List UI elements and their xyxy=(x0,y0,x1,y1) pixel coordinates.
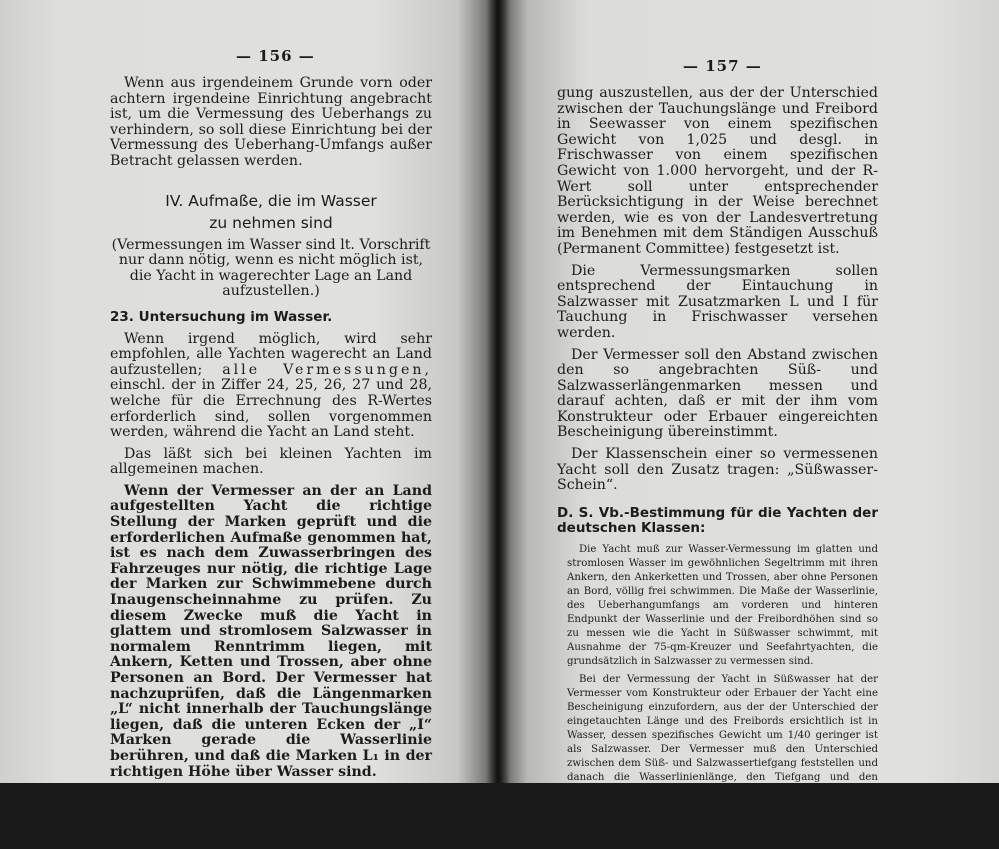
paragraph: gung auszustellen, aus der der Unterschied zwischen der Tauchungslänge und Freibord in Seewasser von einem spezifischen Gewicht von 1,025 und desgl. in Frischwasser von einem spezifischen Gewicht von 1.000 hervorgeht, und der R-Wert soll unter entsprechender Berücksichtigung in der Weise berechnet werden, wie es von der Landesvertretung im Benehmen mit dem Ständigen Ausschuß (Permanent Committee) festgesetzt ist. xyxy=(557,85,878,257)
text-run: Wenn irgend möglich, wird sehr empfohlen, alle Yachten wagerecht an Land aufzustellen; xyxy=(110,330,432,378)
paragraph: Wenn aus irgendeinem Grunde vorn oder achtern irgendeine Einrichtung angebracht ist, um die Vermessung des Ueberhangs zu verhindern, so soll diese Einrichtung bei der Vermessung des Ueberhang-Umfangs außer Betracht gelassen werden. xyxy=(110,75,432,169)
section-heading-line: zu nehmen sind xyxy=(209,213,333,232)
paragraph: Der Klassenschein einer so vermessenen Yacht soll den Zusatz tragen: „Süßwasser-Schein“. xyxy=(557,446,878,494)
section-note: (Vermessungen im Wasser sind lt. Vorschrift nur dann nötig, wenn es nicht möglich ist, die Yacht in wagerechter Lage an Land aufzustellen.) xyxy=(111,236,431,300)
right-page xyxy=(497,0,999,798)
small-paragraph: Bei der Vermessung der Yacht in Süßwasser hat der Vermesser vom Konstrukteur oder Erbauer der Yacht eine Bescheinigung einzufordern, aus der der Unterschied der eingetauchten Länge und des Freibords ersichtlich ist in Wasser, dessen spezifisches Gewicht um 1/40 geringer ist als Salzwasser. Der Vermesser muß den Unterschied zwischen dem Süß- und Salzwassertiefgang feststellen und danach die Wasserlinienlänge, den Tiefgang und den Freibord bemessen. xyxy=(567,674,878,798)
left-page xyxy=(0,0,497,848)
page-number: — 156 — xyxy=(236,47,315,65)
paragraph: Falls es nötig ist, die Yacht in Frischwasser zu vermessen, soll der Vermesser den Konstrukteur oder Erbauer auffordern, ihm eine Bescheini- xyxy=(110,785,432,848)
subsection-heading: D. S. Vb.-Bestimmung für die Yachten der deutschen Klassen: xyxy=(557,504,878,537)
section-heading-line: IV. Aufmaße, die im Wasser xyxy=(165,191,377,210)
left-page-text xyxy=(110,76,432,849)
paragraph xyxy=(110,332,432,441)
small-paragraph: Die Yacht muß zur Wasser-Vermessung im glatten und stromlosen Wasser im gewöhnlichen Segeltrimm mit ihren Ankern, den Ankerketten und Trossen, aber ohne Personen an Bord, völlig frei schwimmen. Die Maße der Wasserlinie, des Ueberhangumfangs am vorderen und hinteren Endpunkt der Wasserlinie und der Freibordhöhen sind so zu messen wie die Yacht in Süßwasser schwimmt, mit Ausnahme der 75-qm-Kreuzer und Seefahrtyachten, die grundsätzlich in Salzwasser zu vermessen sind. xyxy=(567,544,878,668)
paragraph: Das läßt sich bei kleinen Yachten im allgemeinen machen. xyxy=(110,445,432,478)
book-gutter xyxy=(486,0,510,783)
section-heading xyxy=(110,190,432,234)
emphasized-text: alle Vermessungen, xyxy=(222,361,432,378)
text-run: einschl. der in Ziffer 24, 25, 26, 27 und 28, welche für die Errechnung des R-Wertes erforderlich sind, sollen vorgenommen werden, während die Yacht an Land steht. xyxy=(110,377,432,441)
paragraph: Der Vermesser soll den Abstand zwischen den so angebrachten Süß- und Salzwasserlängenmarken messen und darauf achten, daß er mit der ihm vom Konstrukteur oder Erbauer eingereichten Bescheinigung übereinstimmt. xyxy=(557,346,878,441)
subsection-heading: 23. Untersuchung im Wasser. xyxy=(110,308,333,325)
paragraph: Die Vermessungsmarken sollen entsprechend der Eintauchung in Salzwasser mit Zusatzmarken L und I für Tauchung in Frischwasser versehen werden. xyxy=(557,262,878,341)
right-page-text xyxy=(557,86,878,799)
paragraph: Wenn der Vermesser an der an Land aufgestellten Yacht die richtige Stellung der Marken geprüft und die erforderlichen Aufmaße genommen hat, ist es nach dem Zuwasserbringen des Fahrzeuges nur nötig, die richtige Lage der Marken zur Schwimmebene durch Inaugenscheinnahme zu prüfen. Zu diesem Zwecke muß die Yacht in glattem und stromlosem Salzwasser in normalem Renntrimm liegen, mit Ankern, Ketten und Trossen, aber ohne Personen an Bord. Der Vermesser hat nachzuprüfen, daß die Längenmarken „L“ nicht innerhalb der Tauchungslänge liegen, daß die unteren Ecken der „I“ Marken gerade die Wasserlinie berühren, und daß die Marken L₁ in der richtigen Höhe über Wasser sind. xyxy=(110,482,432,780)
page-number: — 157 — xyxy=(683,57,762,75)
small-print-block xyxy=(557,543,878,799)
